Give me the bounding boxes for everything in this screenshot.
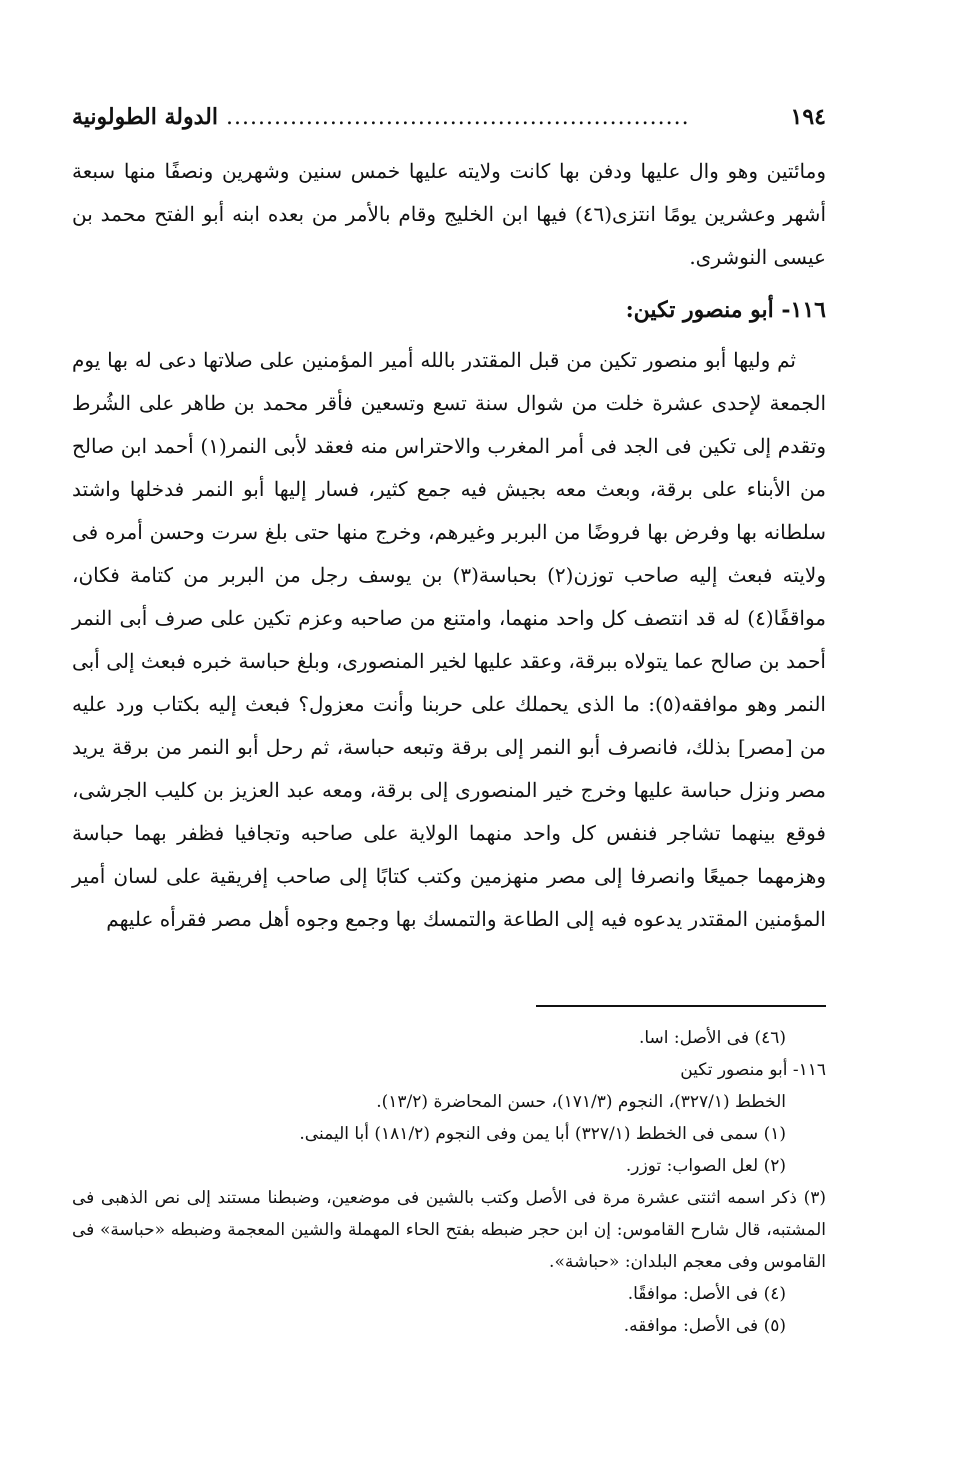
footnote-5: (٥) فى الأصل: موافقه. <box>623 1316 786 1336</box>
main-text <box>72 150 826 941</box>
footnote-4: (٤) فى الأصل: موافقًا. <box>627 1284 786 1304</box>
section-paragraph: ثم وليها أبو منصور تكين من قبل المقتدر بالله أمير المؤمنين على صلاتها دعى له بها يوم الجمعة لإحدى عشرة خلت من شوال سنة تسع وتسعين فأقر محمد بن طاهر على الشُرط وتقدم إلى تكين فى الجد فى أمر المغرب والاحتراس منه فعقد لأبى النمر(١) أحمد ابن صالح من الأبناء على برقة، وبعث معه بجيش فيه جمع كثير، فسار إليها أبو النمر فدخلها واشتد سلطانه بها وفرض بها فروضًا من البربر وغيرهم، وخرج منها حتى بلغ سرت وحسن أمره فى ولايته فبعث إليه صاحب توزن(٢) بحباسة(٣) بن يوسف رجل من البربر من كتامة فكان، مواقفًا(٤) له قد انتصف كل واحد منهما، وامتنع من صاحبه وعزم تكين على صرف أبى النمر أحمد بن صالح عما يتولاه ببرقة، وعقد عليها لخير المنصورى، وبلغ حباسة خبره فبعث إلى أبى النمر وهو موافقه(٥): ما الذى يحملك على حربنا وأنت معزول؟ فبعث إليه بكتاب ورد عليه من [مصر] بذلك، فانصرف أبو النمر إلى برقة وتبعه حباسة، ثم رحل أبو النمر من برقة يريد مصر ونزل حباسة عليها وخرج خير المنصورى إلى برقة، ومعه عبد العزيز بن كليب الجرشى، فوقع بينهما تشاجر فنفس كل واحد منهما الولاية على صاحبه وتجافيا فظفر بهما حباسة وهزمهما جميعًا وانصرفا إلى مصر منهزمين وكتب كتابًا إلى صاحب إفريقية على لسان أمير المؤمنين المقتدر يدعوه فيه إلى الطاعة والتمسك بها وجمع وجوه أهل مصر فقرأه عليهم <box>72 348 826 931</box>
opening-paragraph: ومائتين وهو وال عليها ودفن بها كانت ولايته عليها خمس سنين وشهرين ونصفًا منها سبعة أشهر وعشرين يومًا انتزى(٤٦) فيها ابن الخليج وقام بالأمر من بعده ابنه أبو الفتح محمد بن عيسى النوشرى. <box>72 159 827 269</box>
footnote-46: (٤٦) فى الأصل: اسا. <box>638 1028 786 1048</box>
footnote-divider <box>536 1005 826 1007</box>
running-title: الدولة الطولونية <box>72 104 218 130</box>
page-header <box>72 104 826 138</box>
section-heading: ١١٦- أبو منصور تكين: <box>625 297 826 323</box>
footnote-sources: الخطط (٣٢٧/١)، النجوم (١٧١/٣)، حسن المحاضرة (١٣/٢). <box>376 1092 786 1112</box>
header-leader-dots: .......................................................... <box>226 105 690 130</box>
footnote-2: (٢) لعل الصواب: توزر. <box>625 1156 786 1176</box>
footnotes <box>72 1022 826 1342</box>
footnote-1: (١) سمى فى الخطط (٣٢٧/١) أبا يمن وفى النجوم (١٨١/٢) أبا اليمنى. <box>299 1124 786 1144</box>
page-number: ١٩٤ <box>790 104 826 130</box>
footnote-3: (٣) ذكر اسمه اثنتى عشرة مرة فى الأصل وكتب بالشين فى موضعين، وضبطنا مستند إلى نص الذهبى فى المشتبه، قال شارح القاموس: إن ابن حجر ضبطه بفتح الحاء المهملة والشين المعجمة وضبطه «حباسة» فى القاموس وفى معجم البلدان: «حباشة». <box>72 1188 826 1272</box>
footnote-section-title: ١١٦- أبو منصور تكين <box>680 1060 826 1080</box>
